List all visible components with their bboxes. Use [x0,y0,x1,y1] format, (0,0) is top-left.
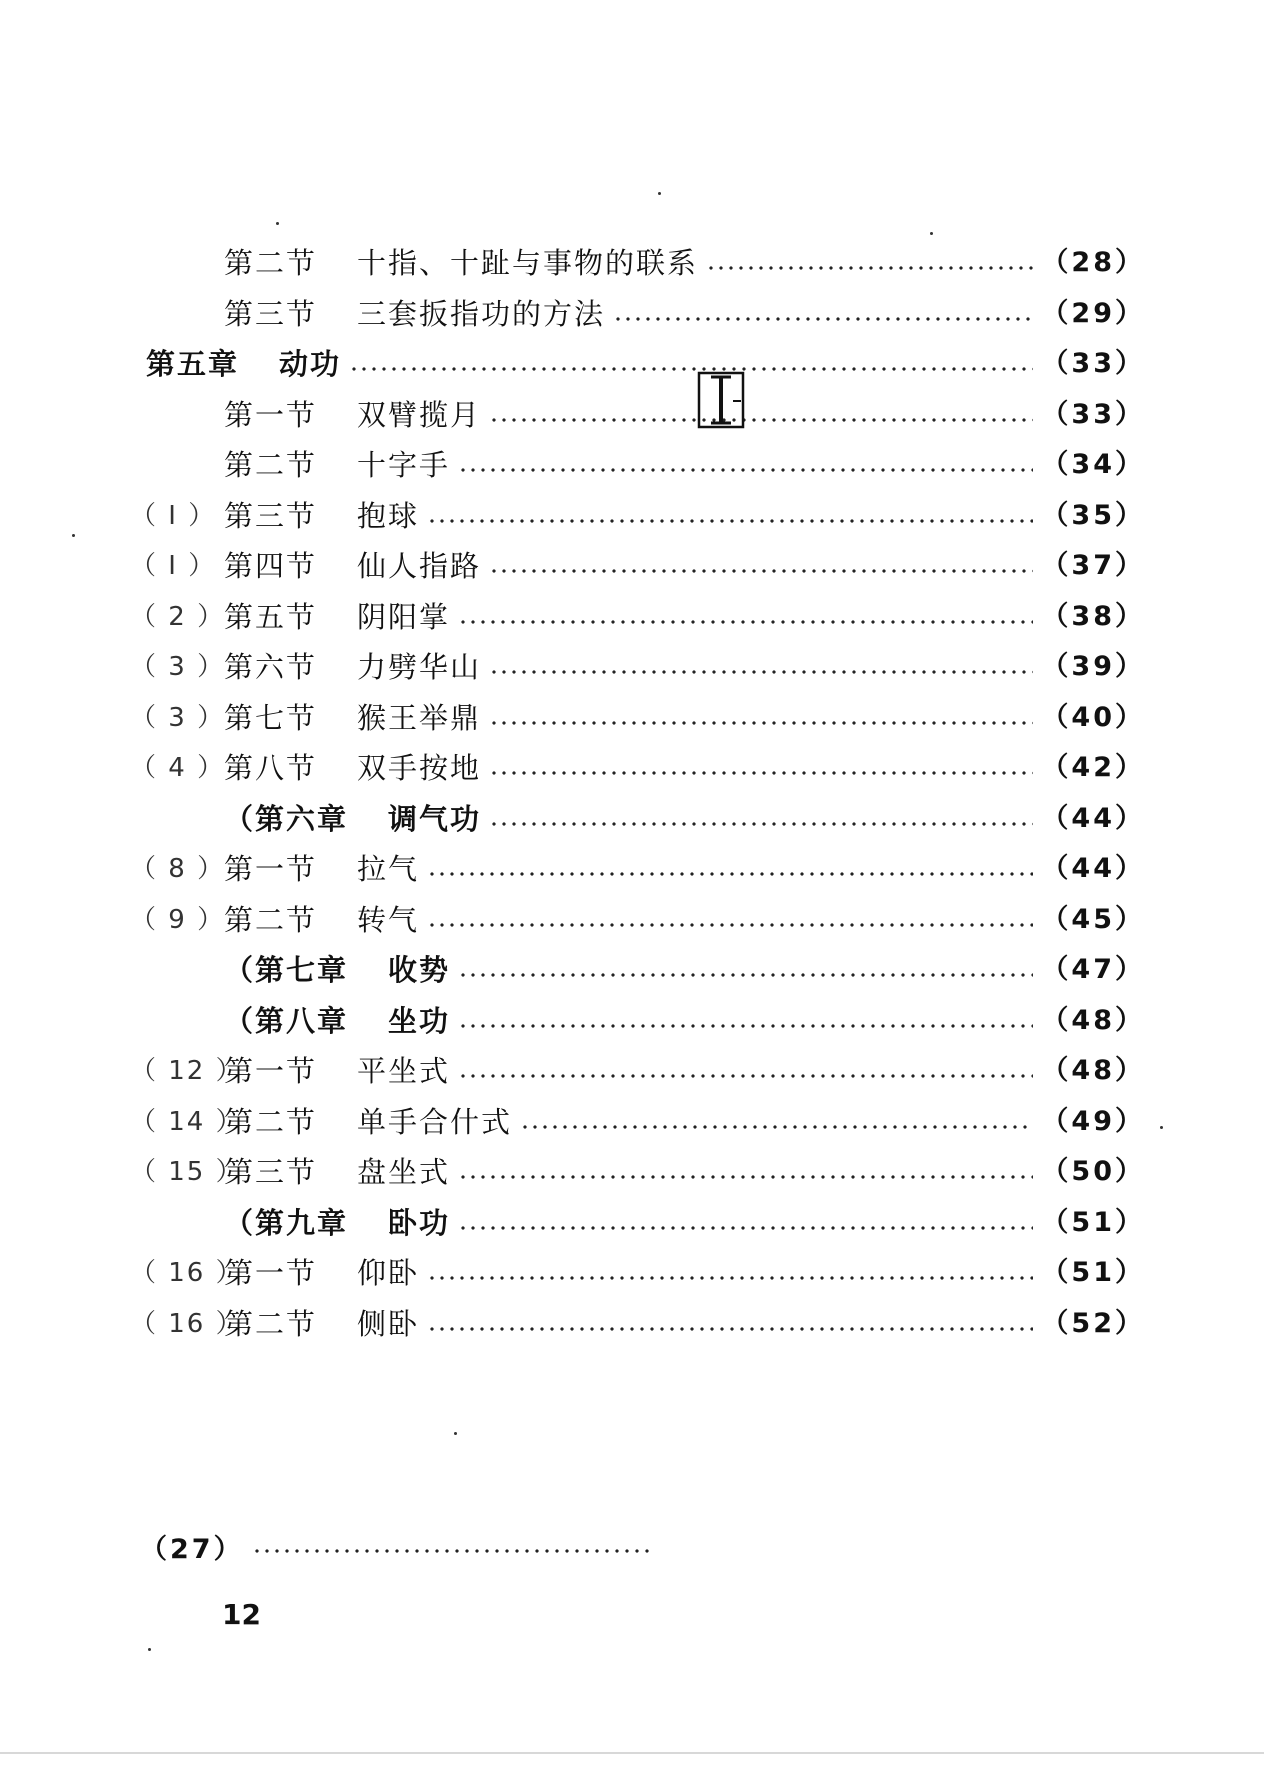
toc-page-prefix: （ 3 ） [130,652,226,682]
toc-section-row [130,594,1145,640]
dot-leader [458,1175,1033,1179]
toc-entry-number: 第一节 [224,852,318,886]
scan-speck [276,222,279,225]
toc-entry-number: 第三节 [224,499,318,533]
dot-leader [349,367,1033,371]
toc-page-ref: （40） [1041,702,1145,733]
toc-entry-number: 第二节 [224,903,318,937]
toc-page-prefix: （ 15 ） [130,1157,244,1187]
scan-speck [72,534,75,537]
toc-entry-number: 第五节 [224,600,318,634]
toc-entry-number: 第一节 [224,1256,318,1290]
dot-leader [489,670,1033,674]
toc-entry-title: 盘坐式 [357,1155,451,1189]
page-edge-rule [0,1752,1264,1754]
dot-leader [458,1024,1033,1028]
toc-page-ref: （35） [1041,500,1145,531]
toc-section-row [224,442,1145,488]
toc-section-row [224,392,1145,438]
toc-entry-number: （第六章 [224,802,349,836]
toc-page-ref: （39） [1041,651,1145,682]
toc-entry-number: 第四节 [224,549,318,583]
scan-speck [454,1432,457,1435]
toc-entry-title: 抱球 [357,499,420,533]
toc-entry-number: 第二节 [224,246,318,280]
toc-entry-title: 猴王举鼎 [357,701,482,735]
toc-entry-number: 第二节 [224,448,318,482]
toc-entry-title: 侧卧 [357,1307,420,1341]
toc-page-prefix: （ 9 ） [130,905,226,935]
toc-page-ref: （37） [1041,550,1145,581]
toc-entry-title: 拉气 [357,852,420,886]
toc-page-prefix: （ 3 ） [130,703,226,733]
dot-leader [427,872,1033,876]
toc-entry-title: 卧功 [388,1206,451,1240]
toc-entry-title: 阴阳掌 [357,600,451,634]
toc-page-prefix: （ I ） [130,501,217,531]
toc-chapter-row [130,998,1145,1044]
dot-leader [458,1226,1033,1230]
toc-page-ref: （48） [1041,1055,1145,1086]
toc-entry-title: 仰卧 [357,1256,420,1290]
toc-section-row [130,1048,1145,1094]
dot-leader [613,317,1033,321]
toc-section-row [130,493,1145,539]
dot-leader [458,620,1033,624]
toc-page-ref: （48） [1041,1005,1145,1036]
dot-leader [489,569,1033,573]
toc-entry-title: 调气功 [388,802,482,836]
scan-speck [930,232,933,235]
toc-entry-title: 十指、十趾与事物的联系 [357,246,699,280]
dot-leader [706,266,1033,270]
toc-page-prefix: （ 14 ） [130,1107,244,1137]
toc-chapter-row [130,947,1145,993]
toc-entry-title: 仙人指路 [357,549,482,583]
toc-page-ref: （51） [1041,1257,1145,1288]
toc-page-ref: （45） [1041,904,1145,935]
toc-chapter-row [146,341,1145,387]
dot-leader [427,519,1033,523]
scan-speck [658,192,661,195]
toc-section-row [130,644,1145,690]
dot-leader [427,1327,1033,1331]
toc-entry-title: 三套扳指功的方法 [357,297,606,331]
scan-speck [1160,1126,1163,1129]
toc-entry-title: 转气 [357,903,420,937]
toc-entry-number: 第一节 [224,1054,318,1088]
toc-entry-number: 第二节 [224,1105,318,1139]
toc-section-row [130,1099,1145,1145]
toc-page-ref: （33） [1041,348,1145,379]
bottom-page-ref: （27） [140,1533,244,1565]
toc-entry-number: （第八章 [224,1004,349,1038]
toc-page-ref: （42） [1041,752,1145,783]
toc-section-row [130,745,1145,791]
text-cursor-icon [697,371,745,429]
toc-page-prefix: （ 4 ） [130,753,226,783]
toc-page-ref: （52） [1041,1308,1145,1339]
toc-section-row [224,291,1145,337]
toc-page-prefix: （ 2 ） [130,602,226,632]
dot-leader [458,973,1033,977]
toc-page-ref: （28） [1041,247,1145,278]
dot-leader [252,1549,652,1553]
page-number: 12 [222,1598,261,1631]
toc-entry-title: 单手合什式 [357,1105,513,1139]
dot-leader [489,418,1033,422]
toc-entry-title: 力劈华山 [357,650,482,684]
toc-section-row [130,846,1145,892]
dot-leader [489,822,1033,826]
toc-entry-title: 平坐式 [357,1054,451,1088]
toc-page-prefix: （ 16 ） [130,1309,244,1339]
dot-leader [489,771,1033,775]
toc-page-ref: （49） [1041,1106,1145,1137]
toc-page-ref: （38） [1041,601,1145,632]
bottom-reference-line [140,1524,660,1568]
toc-chapter-row [130,1200,1145,1246]
toc-section-row [130,1149,1145,1195]
toc-page-ref: （50） [1041,1156,1145,1187]
toc-entry-number: （第七章 [224,953,349,987]
toc-section-row [224,240,1145,286]
dot-leader [427,923,1033,927]
scan-speck [148,1648,151,1651]
toc-entry-number: 第五章 [146,347,240,381]
dot-leader [458,468,1033,472]
toc-page-ref: （29） [1041,298,1145,329]
toc-entry-title: 收势 [388,953,451,987]
dot-leader [458,1074,1033,1078]
dot-leader [427,1276,1033,1280]
toc-entry-title: 坐功 [388,1004,451,1038]
toc-entry-number: 第八节 [224,751,318,785]
toc-section-row [130,543,1145,589]
toc-page-ref: （44） [1041,803,1145,834]
toc-page-prefix: （ 8 ） [130,854,226,884]
toc-entry-number: 第三节 [224,1155,318,1189]
toc-entry-number: 第六节 [224,650,318,684]
toc-page-prefix: （ 12 ） [130,1056,244,1086]
toc-entry-title: 双手按地 [357,751,482,785]
toc-chapter-row [130,796,1145,842]
toc-entry-title: 动功 [279,347,342,381]
toc-entry-number: （第九章 [224,1206,349,1240]
toc-entry-number: 第二节 [224,1307,318,1341]
toc-page-prefix: （ I ） [130,551,217,581]
toc-page-ref: （44） [1041,853,1145,884]
dot-leader [520,1125,1033,1129]
toc-entry-number: 第一节 [224,398,318,432]
toc-page-ref: （34） [1041,449,1145,480]
dot-leader [489,721,1033,725]
toc-entry-title: 十字手 [357,448,451,482]
toc-section-row [130,1301,1145,1347]
toc-section-row [130,1250,1145,1296]
toc-section-row [130,695,1145,741]
toc-page-prefix: （ 16 ） [130,1258,244,1288]
toc-page-ref: （33） [1041,399,1145,430]
toc-section-row [130,897,1145,943]
toc-entry-title: 双臂揽月 [357,398,482,432]
toc-entry-number: 第七节 [224,701,318,735]
toc-page-ref: （51） [1041,1207,1145,1238]
toc-page-ref: （47） [1041,954,1145,985]
toc-entry-number: 第三节 [224,297,318,331]
